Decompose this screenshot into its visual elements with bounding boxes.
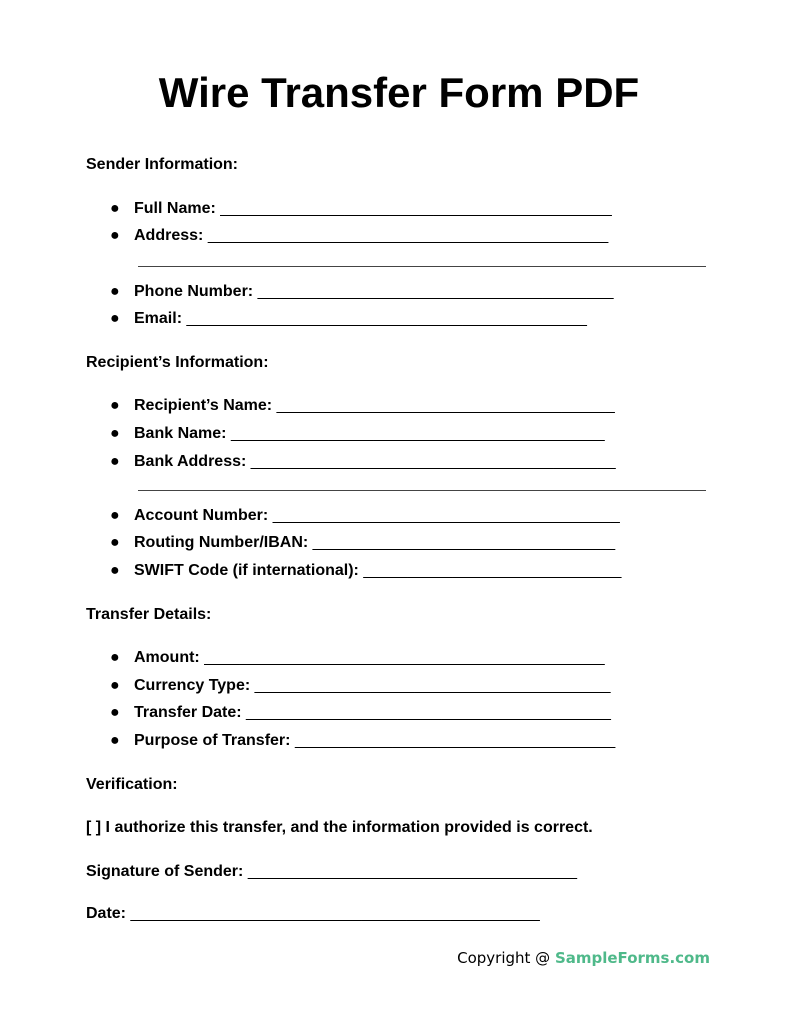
recipient-heading: Recipient’s Information: [86,354,269,371]
field-blank[interactable]: ______________________________________ [276,397,615,414]
field-blank[interactable]: ________________________________________ [257,283,614,300]
field-blank[interactable]: _____________________________ [363,562,622,579]
field-blank[interactable]: ____________________________________________ [220,200,612,217]
field-label: Routing Number/IBAN: [134,534,309,551]
amount-field[interactable] [110,648,605,668]
bullet-icon: ● [110,425,120,442]
bullet-icon: ● [110,200,120,217]
signature-field[interactable] [86,862,577,882]
account-number-field[interactable] [110,506,620,526]
field-label: Email: [134,310,183,327]
sender-heading: Sender Information: [86,156,239,173]
currency-type-field[interactable] [110,676,611,696]
bullet-icon: ● [110,704,120,721]
address-continuation-line[interactable] [138,266,706,267]
bullet-icon: ● [110,310,120,327]
bank-address-field[interactable] [110,452,616,472]
field-blank[interactable]: __________________________________________ [230,425,605,442]
field-blank[interactable]: _____________________________________ [247,863,578,880]
field-blank[interactable]: _____________________________________________ [207,227,609,244]
copyright-text: Copyright @ [457,949,551,967]
bullet-icon: ● [110,283,120,300]
field-label: Amount: [134,649,200,666]
field-blank[interactable]: _______________________________________ [272,507,620,524]
field-blank[interactable]: _____________________________________________ [204,649,605,666]
field-label: Bank Address: [134,453,247,470]
transfer-heading: Transfer Details: [86,606,212,623]
field-blank[interactable]: _____________________________________________ [186,310,587,327]
purpose-field[interactable] [110,731,615,751]
field-label: Account Number: [134,507,269,524]
bullet-icon: ● [110,677,120,694]
bullet-icon: ● [110,534,120,551]
bullet-icon: ● [110,227,120,244]
authorize-checkbox[interactable]: [ ] I authorize this transfer, and the information provided is correct. [86,819,593,836]
field-blank[interactable]: _________________________________________ [246,704,611,721]
field-label: Bank Name: [134,425,227,442]
page-title: Wire Transfer Form PDF [158,69,640,116]
field-label: Recipient’s Name: [134,397,273,414]
bullet-icon: ● [110,562,120,579]
date-field[interactable] [86,904,540,924]
email-field[interactable] [110,309,587,329]
field-blank[interactable]: ________________________________________ [254,677,611,694]
field-label: Transfer Date: [134,704,242,721]
field-label: Signature of Sender: [86,863,244,880]
bank-address-continuation-line[interactable] [138,490,706,491]
field-label: Address: [134,227,204,244]
field-blank[interactable]: ______________________________________________ [130,905,540,922]
bullet-icon: ● [110,649,120,666]
bullet-icon: ● [110,507,120,524]
bullet-icon: ● [110,732,120,749]
field-label: SWIFT Code (if international): [134,562,359,579]
field-blank[interactable]: __________________________________ [312,534,616,551]
recipient-name-field[interactable] [110,396,615,416]
field-blank[interactable]: ____________________________________ [294,732,616,749]
full-name-field[interactable] [110,199,612,219]
bullet-icon: ● [110,397,120,414]
field-label: Phone Number: [134,283,254,300]
transfer-date-field[interactable] [110,703,611,723]
verification-heading: Verification: [86,776,178,793]
field-label: Currency Type: [134,677,251,694]
field-label: Date: [86,905,127,922]
routing-number-field[interactable] [110,533,615,553]
bullet-icon: ● [110,453,120,470]
bank-name-field[interactable] [110,424,605,444]
phone-field[interactable] [110,282,614,302]
site-link[interactable]: SampleForms.com [554,949,710,967]
field-label: Purpose of Transfer: [134,732,291,749]
address-field[interactable] [110,226,608,246]
field-label: Full Name: [134,200,216,217]
footer-copyright [457,948,710,968]
field-blank[interactable]: _________________________________________ [250,453,616,470]
swift-code-field[interactable] [110,561,621,581]
